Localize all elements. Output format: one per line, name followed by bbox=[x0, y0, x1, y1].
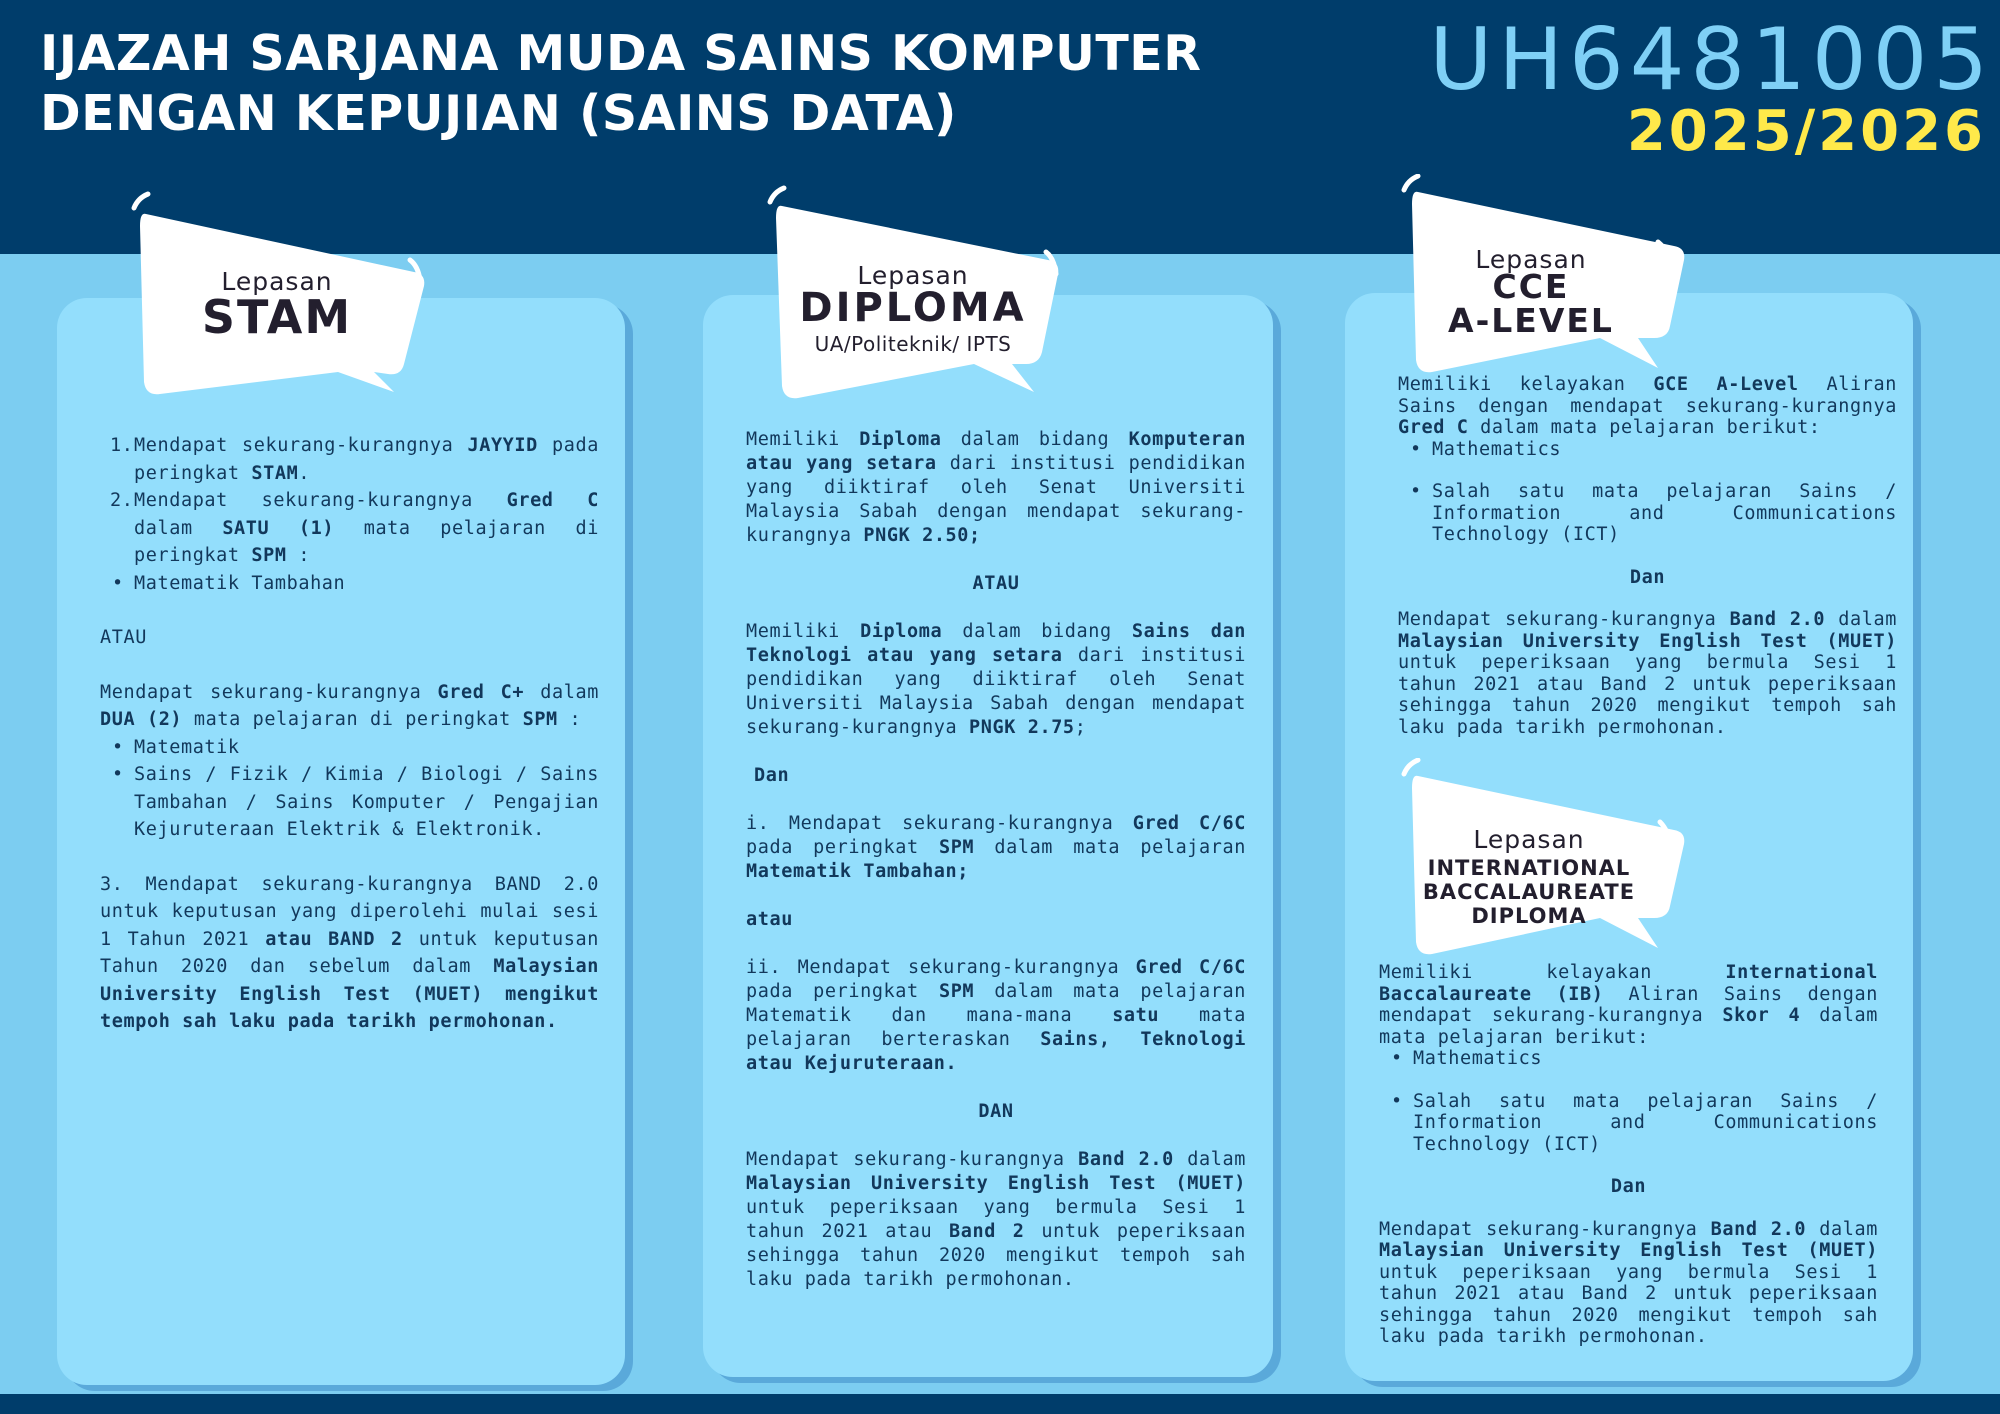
diploma-paragraph-3: i. Mendapat sekurang-kurangnya Gred C/6C pada peringkat SPM dalam mata pelajaran Matematik Tambahan; bbox=[746, 813, 1246, 882]
diploma-bubble-subtitle: UA/Politeknik/ IPTS bbox=[814, 332, 1012, 356]
program-code: UH6481005 bbox=[1429, 10, 1994, 110]
list-item: • Mathematics bbox=[1398, 439, 1897, 461]
alevel-subject-list bbox=[1398, 439, 1897, 546]
diploma-paragraph-2: Memiliki Diploma dalam bidang Sains dan Teknologi atau yang setara dari institusi pendidikan yang diiktiraf oleh Senat Universiti Malaysia Sabah dengan mendapat sekurang-kurangnya PNGK 2.75; bbox=[746, 621, 1247, 738]
stam-atau: ATAU bbox=[100, 627, 147, 648]
stam-bubble-title: STAM bbox=[201, 290, 353, 344]
diploma-paragraph-5: Mendapat sekurang-kurangnya Band 2.0 dalam Malaysian University English Test (MUET) untuk peperiksaan yang bermula Sesi 1 tahun 2021 atau Band 2 untuk peperiksaan sehingga tahun 2020 mengikut tempoh sah laku pada tarikh permohonan. bbox=[746, 1149, 1246, 1290]
diploma-dan-2: DAN bbox=[978, 1101, 1014, 1122]
alevel-paragraph-1: Memiliki kelayakan GCE A-Level Aliran Sains dengan mendapat sekurang-kurangnya Gred C dalam mata pelajaran berikut: bbox=[1398, 374, 1897, 438]
title-line-1: IJAZAH SARJANA MUDA SAINS KOMPUTER bbox=[40, 25, 1202, 82]
page-title bbox=[40, 24, 1202, 144]
alevel-paragraph-2: Mendapat sekurang-kurangnya Band 2.0 dalam Malaysian University English Test (MUET) untuk peperiksaan yang bermula Sesi 1 tahun 2021 atau Band 2 untuk peperiksaan sehingga tahun 2020 mengikut tempoh sah laku pada tarikh permohonan. bbox=[1398, 609, 1897, 738]
academic-year: 2025/2026 bbox=[1626, 99, 1986, 164]
stam-speech-bubble bbox=[126, 186, 428, 408]
stam-paragraph: Mendapat sekurang-kurangnya Gred C+ dalam DUA (2) mata pelajaran di peringkat SPM : bbox=[100, 681, 599, 730]
diploma-atau-2: atau bbox=[746, 909, 793, 930]
ib-bubble-title-1: INTERNATIONAL bbox=[1427, 856, 1631, 880]
ib-paragraph-2: Mendapat sekurang-kurangnya Band 2.0 dalam Malaysian University English Test (MUET) untuk peperiksaan yang bermula Sesi 1 tahun 2021 atau Band 2 untuk peperiksaan sehingga tahun 2020 mengikut tempoh sah laku pada tarikh permohonan. bbox=[1379, 1218, 1878, 1347]
alevel-bubble-label: Lepasan bbox=[1475, 245, 1587, 274]
diploma-bubble-label: Lepasan bbox=[857, 261, 969, 290]
list-item: • Salah satu mata pelajaran Sains / Information and Communications Technology (ICT) bbox=[1398, 481, 1897, 546]
alevel-bubble-title-1: CCE bbox=[1492, 267, 1570, 306]
list-item: • Mathematics bbox=[1379, 1048, 1878, 1070]
stam-muet-requirement: 3. Mendapat sekurang-kurangnya BAND 2.0 untuk keputusan yang diperolehi mulai sesi 1 Tahun 2021 atau BAND 2 untuk keputusan Tahun 2020 dan sebelum dalam Malaysian University English Test (MUET) mengikut tempoh sah laku pada tarikh permohonan. bbox=[100, 873, 600, 1032]
ib-speech-bubble bbox=[1392, 758, 1694, 980]
ib-bubble-title-3: DIPLOMA bbox=[1471, 904, 1587, 928]
footer-bar bbox=[0, 1394, 2000, 1414]
stam-numbered-list bbox=[100, 432, 599, 570]
title-line-2: DENGAN KEPUJIAN (SAINS DATA) bbox=[40, 85, 957, 142]
diploma-dan-1: Dan bbox=[754, 765, 790, 786]
diploma-paragraph-1: Memiliki Diploma dalam bidang Komputeran atau yang setara dari institusi pendidikan yang diiktiraf oleh Senat Universiti Malaysia Sabah dengan mendapat sekurang-kurangnya PNGK 2.50; bbox=[746, 429, 1246, 546]
diploma-requirements bbox=[746, 428, 1246, 1292]
alevel-dan: Dan bbox=[1629, 566, 1666, 588]
stam-subject-list-1 bbox=[100, 570, 599, 598]
alevel-speech-bubble bbox=[1392, 174, 1694, 396]
ib-bubble-label: Lepasan bbox=[1473, 825, 1585, 854]
ib-dan: Dan bbox=[1610, 1176, 1647, 1197]
stam-subject-list-2 bbox=[100, 734, 599, 844]
diploma-bubble-title: DIPLOMA bbox=[799, 285, 1027, 331]
stam-bubble-label: Lepasan bbox=[221, 267, 333, 296]
list-item: 1. Mendapat sekurang-kurangnya JAYYID pada peringkat STAM. bbox=[110, 435, 599, 484]
ib-requirements bbox=[1379, 962, 1878, 1348]
list-item: • Salah satu mata pelajaran Sains / Information and Communications Technology (ICT) bbox=[1379, 1091, 1878, 1156]
stam-requirements bbox=[100, 432, 599, 1036]
list-item: 2. Mendapat sekurang-kurangnya Gred C dalam SATU (1) mata pelajaran di peringkat SPM : bbox=[110, 490, 599, 566]
list-item: • Matematik Tambahan bbox=[100, 570, 599, 598]
diploma-paragraph-4: ii. Mendapat sekurang-kurangnya Gred C/6C pada peringkat SPM dalam mata pelajaran Matematik dan mana-mana satu mata pelajaran berteraskan Sains, Teknologi atau Kejuruteraan. bbox=[746, 957, 1246, 1074]
alevel-bubble-title-2: A-LEVEL bbox=[1448, 301, 1614, 340]
diploma-speech-bubble bbox=[762, 184, 1064, 406]
alevel-requirements bbox=[1398, 374, 1897, 738]
list-item: • Matematik bbox=[100, 734, 599, 762]
ib-subject-list bbox=[1379, 1048, 1878, 1155]
diploma-atau-1: ATAU bbox=[972, 573, 1020, 594]
list-item: • Sains / Fizik / Kimia / Biologi / Sains Tambahan / Sains Komputer / Pengajian Kejuruteraan Elektrik & Elektronik. bbox=[100, 761, 599, 844]
ib-bubble-title-2: BACCALAUREATE bbox=[1422, 880, 1636, 904]
ib-paragraph-1: Memiliki kelayakan International Baccalaureate (IB) Aliran Sains dengan mendapat sekurang-kurangnya Skor 4 dalam mata pelajaran berikut: bbox=[1379, 962, 1878, 1048]
